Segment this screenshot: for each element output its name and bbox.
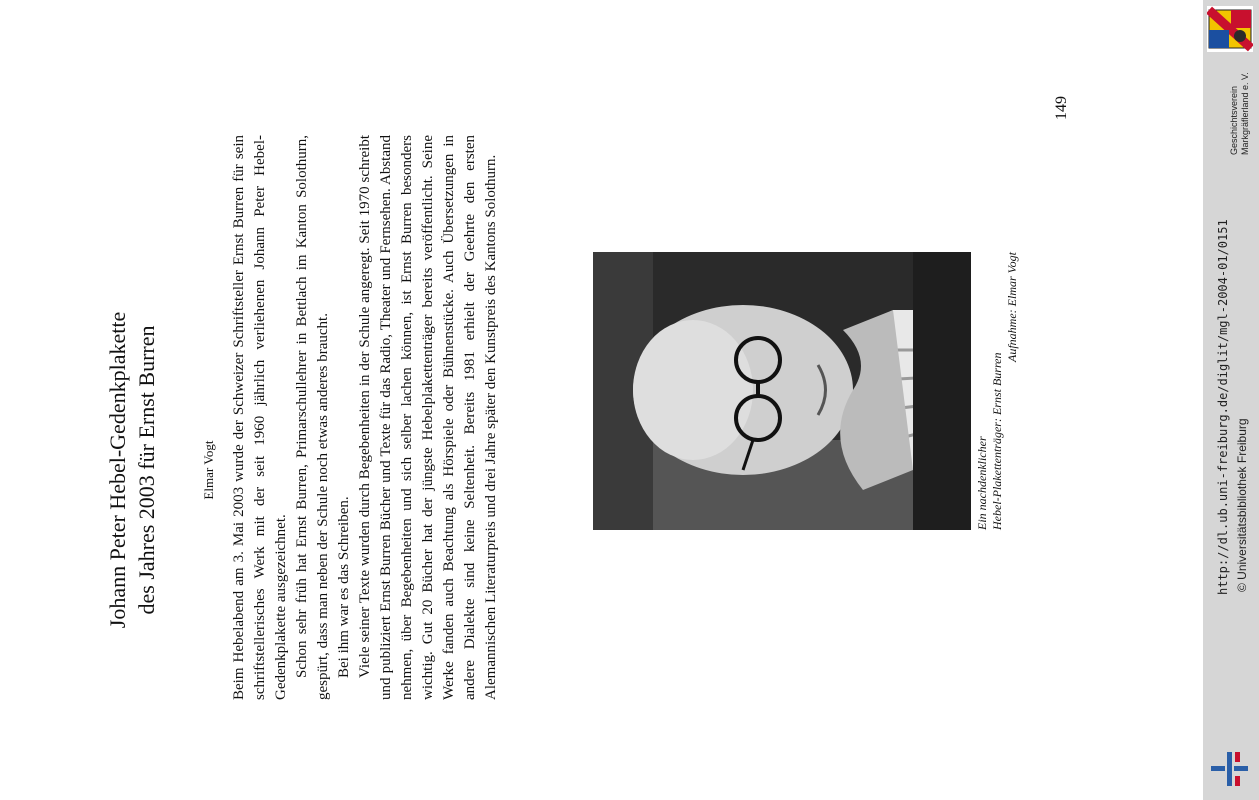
university-library-logo-icon xyxy=(1211,748,1251,788)
society-line-1: Geschichtsverein xyxy=(1229,85,1239,155)
title-line-1: Johann Peter Hebel-Gedenkplakette xyxy=(105,311,130,629)
caption-line-2: Hebel-Plakettenträger: Ernst Burren xyxy=(990,352,1004,530)
sidebar-text-rotated xyxy=(1203,0,1259,800)
caption-line-1: Ein nachdenklicher xyxy=(975,436,989,530)
paragraph: Viele seiner Texte wurden durch Begebenheiten in der Schule angeregt. Seit 1970 schreibt und publiziert Ernst Burren Bücher und Texte für das Radio, Theater und Fernsehen. Abstand nehmen, über Begebenheiten und sich selber lachen können, ist Ernst Burren besonders wichtig. Gut 20 Bücher hat der jüngste Hebelplakettenträger bereits veröffentlicht. Seine Werke fanden auch Beachtung als Hörspiele oder Bühnenstücke. Auch Übersetzungen in andere Dialekte sind keine Seltenheit. Bereits 1981 erhielt der Geehrte den ersten Alemannischen Literaturpreis und drei Jahre später den Kunstpreis des Kantons Solothurn. xyxy=(357,135,499,700)
copyright-notice: © Universitätsbibliothek Freiburg xyxy=(1235,418,1249,592)
article-title xyxy=(103,140,161,800)
portrait-image xyxy=(593,252,971,530)
article-body xyxy=(229,135,502,700)
coat-of-arms-icon xyxy=(1207,6,1253,52)
photo-caption xyxy=(975,252,1020,530)
portrait-photo xyxy=(593,252,971,530)
paragraph: Beim Hebelabend am 3. Mai 2003 wurde der Schweizer Schriftsteller Ernst Burren für sein schriftstellerisches Werk mit der seit 1960 jährlich verliehenen Johann Peter Hebel-Gedenkplakette ausgezeichnet. xyxy=(231,135,289,700)
society-name xyxy=(1229,72,1251,155)
paragraph: Bei ihm war es das Schreiben. xyxy=(336,496,352,678)
viewer-sidebar xyxy=(1203,0,1259,800)
document-url[interactable]: http://dl.ub.uni-freiburg.de/diglit/mgl-2004-01/0151 xyxy=(1216,219,1230,595)
article-author: Elmar Vogt xyxy=(201,440,216,500)
page-number: 149 xyxy=(1053,96,1070,120)
title-line-2: des Jahres 2003 für Ernst Burren xyxy=(134,325,159,615)
page-content xyxy=(33,30,1203,800)
paragraph: Schon sehr früh hat Ernst Burren, Primarschullehrer in Bettlach im Kanton Solothurn, gespürt, dass man neben der Schule noch etwas anderes braucht. xyxy=(294,135,331,700)
society-line-2: Markgräflerland e. V. xyxy=(1240,72,1250,155)
caption-line-3: Aufnahme: Elmar Vogt xyxy=(1005,252,1019,362)
